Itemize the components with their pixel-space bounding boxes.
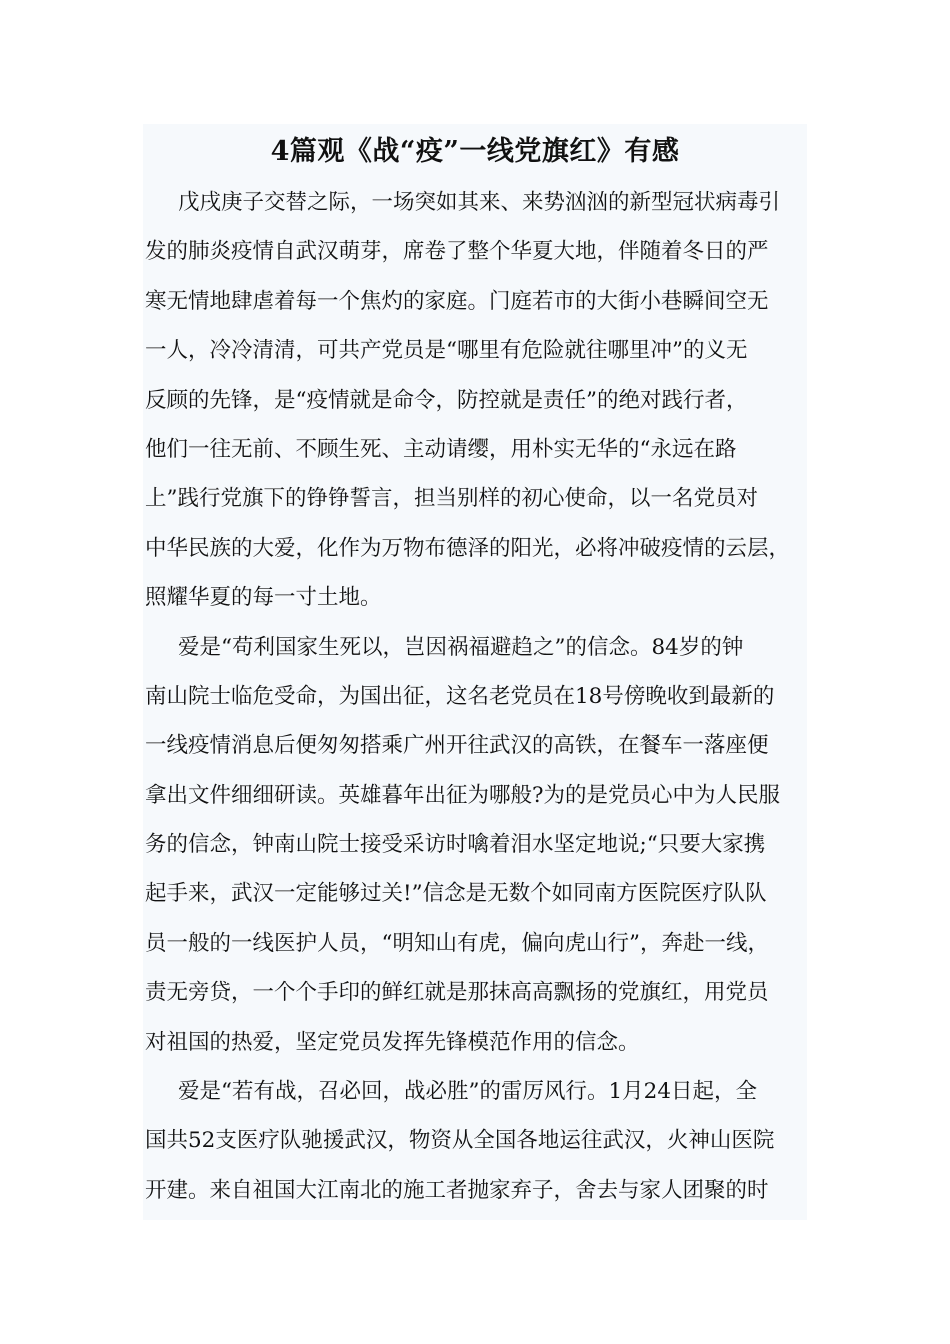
text-line: 务的信念，钟南山院士接受采访时噙着泪水坚定地说;“只要大家携 <box>145 832 766 858</box>
text-line: 爱是“苟利国家生死以，岂因祸福避趋之”的信念。84岁的钟 <box>178 634 744 660</box>
text-line: 起手来，武汉一定能够过关!”信念是无数个如同南方医院医疗队队 <box>145 881 767 907</box>
text-line: 照耀华夏的每一寸土地。 <box>145 585 382 611</box>
text-line: 开建。来自祖国大江南北的施工者抛家弃子，舍去与家人团聚的时 <box>145 1177 769 1203</box>
document-body <box>145 178 807 1215</box>
paragraph-2 <box>145 623 807 1068</box>
document-title: 4篇观《战“疫”一线党旗红》有感 <box>270 136 680 167</box>
text-line: 责无旁贷，一个个手印的鲜红就是那抹高高飘扬的党旗红，用党员 <box>145 980 769 1006</box>
text-line: 上”践行党旗下的铮铮誓言，担当别样的初心使命，以一名党员对 <box>145 486 758 512</box>
paragraph-1 <box>145 178 807 623</box>
text-line: 反顾的先锋，是“疫情就是命令，防控就是责任”的绝对践行者， <box>145 387 748 413</box>
text-line: 员一般的一线医护人员，“明知山有虎，偏向虎山行”，奔赴一线， <box>145 930 769 956</box>
text-line: 一线疫情消息后便匆匆搭乘广州开往武汉的高铁，在餐车一落座便 <box>145 733 769 759</box>
text-line: 戊戌庚子交替之际，一场突如其来、来势汹汹的新型冠状病毒引 <box>178 190 781 215</box>
paragraph-3 <box>145 1067 807 1215</box>
text-line: 他们一往无前、不顾生死、主动请缨，用朴实无华的“永远在路 <box>145 436 737 462</box>
text-line: 对祖国的热爱，坚定党员发挥先锋模范作用的信念。 <box>145 1029 640 1055</box>
text-line: 拿出文件细细研读。英雄暮年出征为哪般?为的是党员心中为人民服 <box>145 782 781 808</box>
text-line: 爱是“若有战，召必回，战必胜”的雷厉风行。1月24日起，全 <box>178 1079 758 1105</box>
text-line: 中华民族的大爱，化作为万物布德泽的阳光，必将冲破疫情的云层， <box>145 535 791 561</box>
text-line: 国共52支医疗队驰援武汉，物资从全国各地运往武汉，火神山医院 <box>145 1128 775 1154</box>
text-line: 寒无情地肆虐着每一个焦灼的家庭。门庭若市的大街小巷瞬间空无 <box>145 288 769 314</box>
text-line: 一人，冷冷清清，可共产党员是“哪里有危险就往哪里冲”的义无 <box>145 338 748 364</box>
text-line: 南山院士临危受命，为国出征，这名老党员在18号傍晚收到最新的 <box>145 683 775 709</box>
text-line: 发的肺炎疫情自武汉萌芽，席卷了整个华夏大地，伴随着冬日的严 <box>145 239 769 265</box>
